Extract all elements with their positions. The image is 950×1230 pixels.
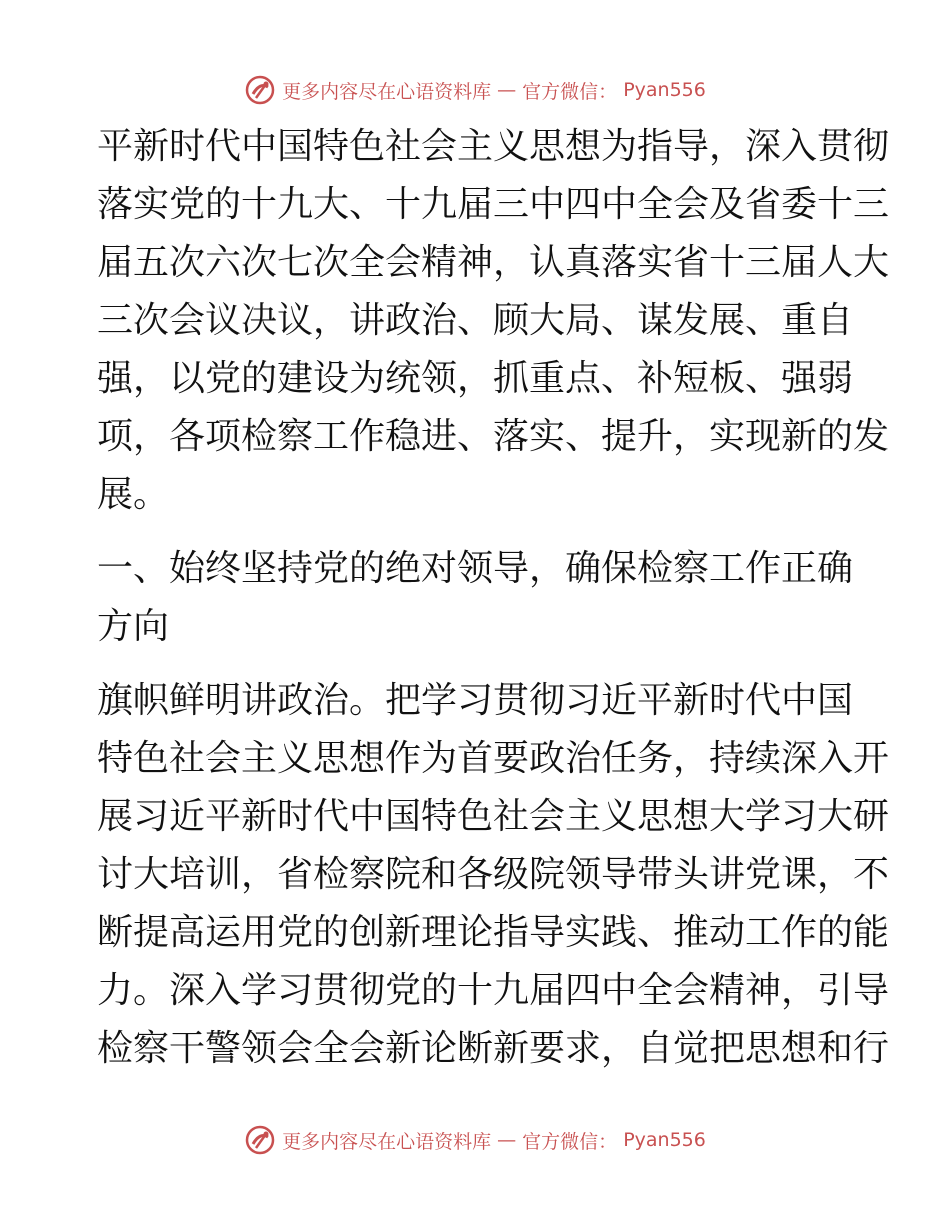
heading-line: 一、始终坚持党的绝对领导，确保检察工作正确: [97, 548, 854, 589]
text-line: 展习近平新时代中国特色社会主义思想大学习大研: [97, 796, 890, 837]
document-body: [97, 118, 890, 1078]
brand-logo-icon: [244, 1124, 276, 1156]
text-line: 力。深入学习贯彻党的十九届四中全会精神，引导: [97, 970, 890, 1011]
text-line: 特色社会主义思想作为首要政治任务，持续深入开: [97, 738, 890, 779]
paragraph-gap: [97, 656, 857, 672]
heading-line: 方向: [97, 606, 170, 647]
text-line: 检察干警领会全会新论断新要求，自觉把思想和行: [97, 1028, 890, 1069]
watermark-wechat-label: 官方微信：: [522, 1130, 618, 1153]
watermark-wechat-label: 官方微信：: [522, 80, 618, 103]
text-line: 届五次六次七次全会精神，认真落实省十三届人大: [97, 242, 890, 283]
watermark-group: [244, 74, 706, 106]
text-line: 项，各项检察工作稳进、落实、提升，实现新的发: [97, 416, 890, 457]
header-watermark: [0, 70, 950, 110]
watermark-text: 更多内容尽在心语资料库: [282, 80, 492, 103]
watermark-wechat-id: Pyan556: [623, 1129, 706, 1151]
footer-watermark: [0, 1120, 950, 1160]
text-line: 展。: [97, 474, 170, 515]
text-line: 讨大培训，省检察院和各级院领导带头讲党课，不: [97, 854, 890, 895]
text-line: 三次会议决议，讲政治、顾大局、谋发展、重自: [97, 300, 854, 341]
paragraph-politics: [97, 672, 890, 1078]
watermark-separator: —: [497, 1129, 517, 1151]
paragraph-gap: [97, 524, 857, 540]
section-heading: [97, 540, 857, 656]
text-line: 旗帜鲜明讲政治。把学习贯彻习近平新时代中国: [97, 680, 854, 721]
text-line: 落实党的十九大、十九届三中四中全会及省委十三: [97, 184, 890, 225]
watermark-separator: —: [497, 79, 517, 101]
paragraph-intro: [97, 118, 890, 524]
text-line: 平新时代中国特色社会主义思想为指导，深入贯彻: [97, 126, 890, 167]
text-line: 强，以党的建设为统领，抓重点、补短板、强弱: [97, 358, 854, 399]
brand-logo-icon: [244, 74, 276, 106]
text-line: 断提高运用党的创新理论指导实践、推动工作的能: [97, 912, 890, 953]
watermark-text: 更多内容尽在心语资料库: [282, 1130, 492, 1153]
watermark-wechat-id: Pyan556: [623, 79, 706, 101]
watermark-group: [244, 1124, 706, 1156]
